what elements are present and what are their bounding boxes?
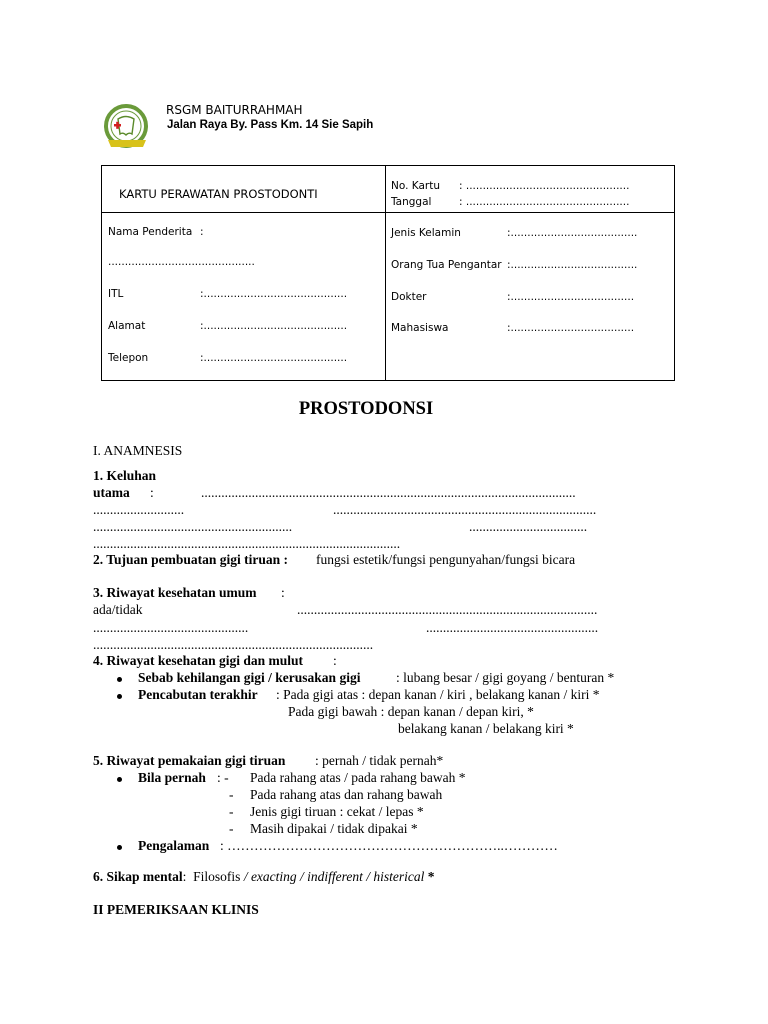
- itl-value: :...........................................: [200, 288, 348, 300]
- tanggal-value: : .................................................: [459, 196, 630, 208]
- telepon-value: :...........................................: [200, 352, 348, 364]
- q3-colon: :: [281, 585, 285, 600]
- q5-label: 5. Riwayat pemakaian gigi tiruan: [93, 753, 286, 768]
- document-title: PROSTODONSI: [298, 399, 434, 419]
- q3-dots-3: ...................................................: [426, 620, 599, 635]
- patient-card-table: [101, 165, 675, 381]
- q4-label: 4. Riwayat kesehatan gigi dan mulut: [93, 653, 304, 668]
- no-kartu-label: No. Kartu: [391, 180, 440, 192]
- q6-colon: :: [182, 869, 187, 884]
- q1-label-line2: utama: [93, 485, 130, 500]
- q4-item-2-cont-1: Pada gigi bawah : depan kanan / depan kiri, *: [288, 704, 534, 719]
- section-1-heading: I. ANAMNESIS: [93, 443, 183, 458]
- q6-options: / exacting / indifferent / histerical: [240, 869, 425, 884]
- table-divider-horizontal: [102, 212, 674, 213]
- q5-option-1: Pada rahang atas / pada rahang bawah *: [250, 770, 466, 785]
- q6-word: Filosofis: [193, 869, 241, 884]
- q5-bila-sep: : -: [217, 770, 229, 785]
- q1-label-line1: 1. Keluhan: [93, 468, 157, 483]
- q1-dots-5: ...................................: [469, 519, 588, 534]
- q5-pengalaman-value: : ……………………………………………………..…………: [220, 838, 558, 853]
- q2-label: 2. Tujuan pembuatan gigi tiruan :: [93, 552, 289, 567]
- q3-dots-4: ...................................................................................: [93, 637, 374, 652]
- q1-dots-4: ...........................................................: [93, 519, 293, 534]
- q3-dots-2: ..............................................: [93, 620, 249, 635]
- bullet-icon: [117, 845, 122, 850]
- q1-dots-6: ...........................................................................................: [93, 536, 401, 551]
- q5-bila-label: Bila pernah: [138, 770, 206, 785]
- q3-label: 3. Riwayat kesehatan umum: [93, 585, 257, 600]
- q4-item-1-text: : lubang besar / gigi goyang / benturan *: [396, 670, 615, 685]
- q6-label: 6. Sikap mental: [93, 869, 183, 884]
- q6-line: [93, 869, 435, 885]
- tanggal-label: Tanggal: [391, 196, 432, 208]
- section-2-heading: II PEMERIKSAAN KLINIS: [93, 902, 259, 917]
- dokter-value: :.....................................: [507, 291, 635, 303]
- q5-option-dash: -: [229, 787, 234, 802]
- q4-item-2-cont-2: belakang kanan / belakang kiri *: [398, 721, 574, 736]
- q6-star: *: [424, 869, 435, 884]
- bullet-icon: [117, 694, 122, 699]
- q4-item-2-label: Pencabutan terakhir: [138, 687, 258, 702]
- jenis-kelamin-value: :......................................: [507, 227, 638, 239]
- q5-option-dash: -: [229, 821, 234, 836]
- tooth-logo-icon: [100, 102, 156, 154]
- q4-item-1-label: Sebab kehilangan gigi / kerusakan gigi: [138, 670, 361, 685]
- bullet-icon: [117, 677, 122, 682]
- q5-option-4: Masih dipakai / tidak dipakai *: [250, 821, 418, 836]
- q3-answer: ada/tidak: [93, 602, 143, 617]
- q5-option-2: Pada rahang atas dan rahang bawah: [250, 787, 443, 802]
- bullet-icon: [117, 777, 122, 782]
- q5-option-3: Jenis gigi tiruan : cekat / lepas *: [250, 804, 424, 819]
- q1-dots-3: ..............................................................................: [333, 502, 597, 517]
- q5-option-dash: -: [229, 804, 234, 819]
- nama-penderita-value: :: [200, 226, 204, 238]
- card-title: KARTU PERAWATAN PROSTODONTI: [119, 187, 318, 201]
- nama-penderita-label: Nama Penderita: [108, 226, 193, 238]
- q4-item-2-text: : Pada gigi atas : depan kanan / kiri , belakang kanan / kiri *: [276, 687, 600, 702]
- hospital-name: RSGM BAITURRAHMAH: [166, 103, 303, 117]
- orang-tua-pengantar-value: :......................................: [507, 259, 638, 271]
- q5-pengalaman-label: Pengalaman: [138, 838, 210, 853]
- dokter-label: Dokter: [391, 291, 427, 303]
- alamat-label: Alamat: [108, 320, 146, 332]
- q5-text: : pernah / tidak pernah*: [315, 753, 444, 768]
- alamat-value: :...........................................: [200, 320, 348, 332]
- q4-colon: :: [333, 653, 337, 668]
- jenis-kelamin-label: Jenis Kelamin: [391, 227, 461, 239]
- itl-label: ITL: [108, 288, 124, 300]
- hospital-address: Jalan Raya By. Pass Km. 14 Sie Sapih: [167, 119, 374, 131]
- orang-tua-pengantar-label: Orang Tua Pengantar: [391, 259, 502, 271]
- mahasiswa-value: :.....................................: [507, 322, 635, 334]
- q1-dots-1: ...............................................................................................................: [201, 485, 576, 500]
- q1-dots-2: ...........................: [93, 502, 185, 517]
- q3-dots-1: .........................................................................................: [297, 602, 598, 617]
- telepon-label: Telepon: [108, 352, 149, 364]
- mahasiswa-label: Mahasiswa: [391, 322, 449, 334]
- no-kartu-value: : .................................................: [459, 180, 630, 192]
- nama-penderita-dots: ............................................: [108, 256, 255, 268]
- table-divider-vertical: [385, 166, 386, 380]
- q1-colon: :: [150, 485, 154, 500]
- q2-text: fungsi estetik/fungsi pengunyahan/fungsi bicara: [316, 552, 576, 567]
